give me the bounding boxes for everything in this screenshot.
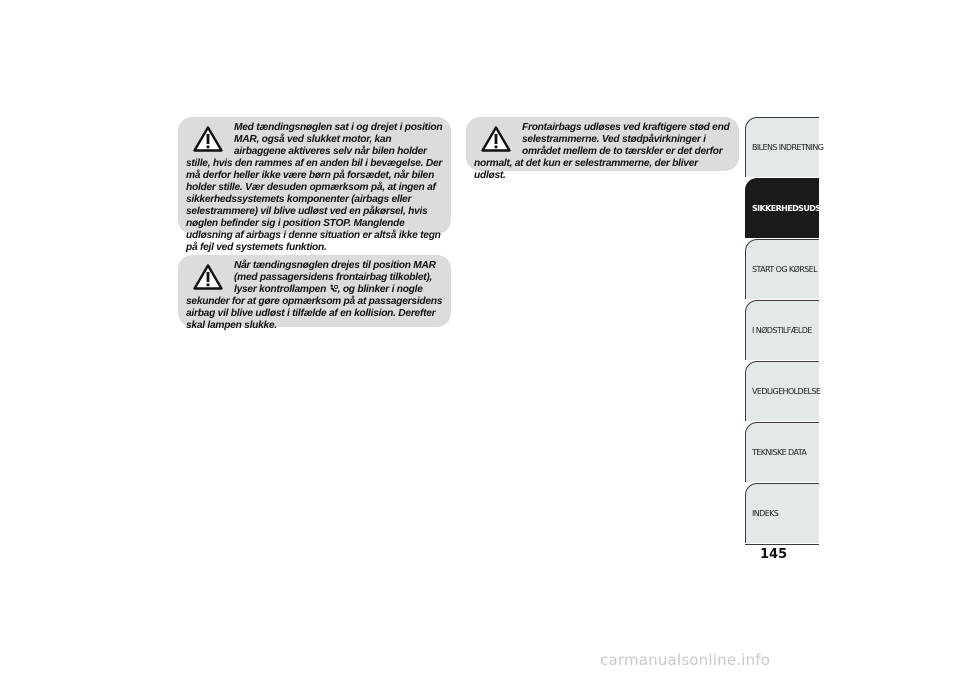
tab-indeks[interactable]: INDEKS (745, 483, 819, 543)
tab-start-og-korsel[interactable]: START OG KØRSEL (745, 239, 819, 299)
warning-triangle-icon (474, 122, 518, 156)
warning-text-part-1: Når tændingsnøglen drejes til position MAR (med passagersidens frontairbag tilkoblet), lyser kontrollampen (234, 260, 436, 295)
tab-vedligeholdelse[interactable]: VEDLIGEHOLDELSE (745, 361, 819, 421)
tab-tekniske-data[interactable]: TEKNISKE DATA (745, 422, 819, 482)
warning-triangle-icon (186, 122, 230, 156)
warning-box-front-airbags (466, 117, 739, 181)
warning-box-passenger-airbag-lamp (178, 255, 451, 331)
warning-box-ignition-mar (178, 117, 451, 253)
warning-text: Frontairbags udløses ved kraftigere stød end selestrammerne. Ved stødpåvirkninger i området mellem de to tærskler er det derfor normalt, at det kun er selestrammerne, der bliver udløst. (474, 122, 730, 181)
chapter-tabs (745, 117, 837, 544)
warning-triangle-icon (186, 260, 230, 294)
warning-text-part-2: , og blinker i nogle sekunder for at gøre opmærksom på at passagersidens airbag vil blive udløst i tilfælde af en kollision. Derefter skal lampen slukke. (186, 284, 443, 331)
tabs-bottom-divider (745, 544, 819, 545)
warning-text: Med tændingsnøglen sat i og drejet i position MAR, også ved slukket motor, kan airbaggene aktiveres selv når bilen holder stille, hvis den rammes af en anden bil i bevægelse. Der må derfor heller ikke være børn på forsædet, når bilen holder stille. Vær desuden opmærksom på, at ingen af sikkerhedssystemets komponenter (airbags eller selestrammere) vil blive udløst ved en påkørsel, hvis nøglen befinder sig i position STOP. Manglende udløsning af airbags i denne situation er altså ikke tegn på fejl ved systemets funktion. (186, 122, 443, 253)
tab-sikkerhedsudstyr[interactable]: SIKKERHEDSUDSTYR (745, 178, 819, 238)
watermark: carmanualsonline.info (600, 651, 771, 669)
airbag-warning-lamp-icon (329, 284, 338, 293)
tab-bilens-indretning[interactable]: BILENS INDRETNING (745, 117, 819, 177)
tab-i-nodstilfaelde[interactable]: I NØDSTILFÆLDE (745, 300, 819, 360)
page-number: 145 (760, 547, 788, 562)
